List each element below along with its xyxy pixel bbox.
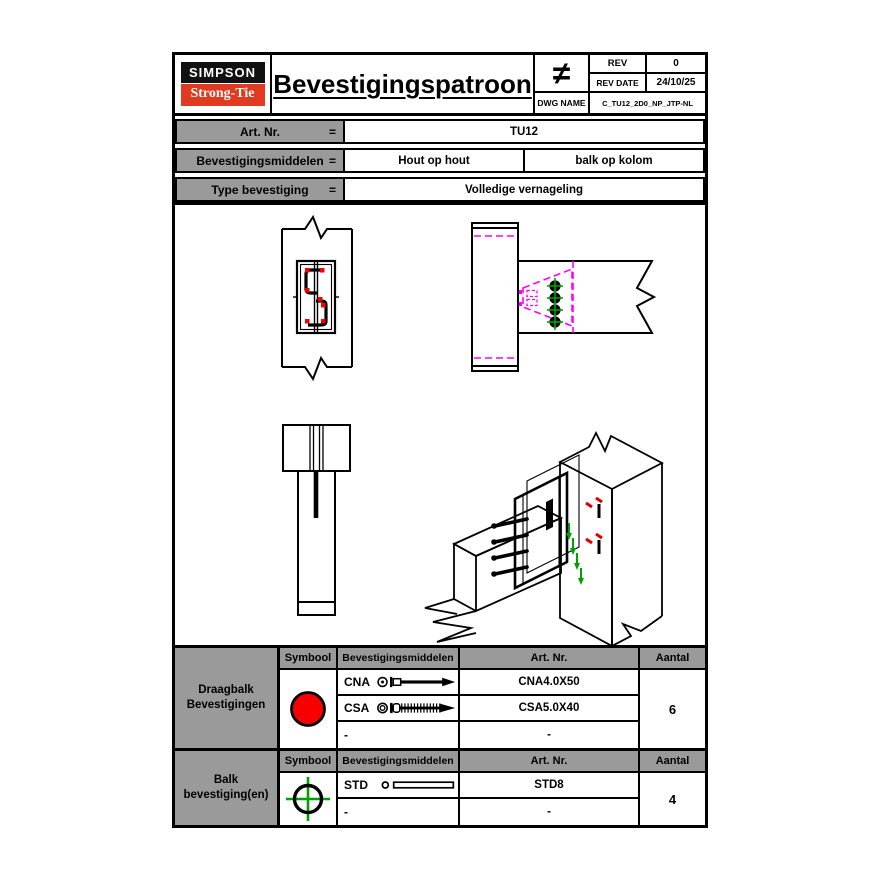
technical-drawing <box>175 205 705 645</box>
crosshair-symbol <box>284 775 332 823</box>
fastener-cell: CSA <box>338 696 460 722</box>
dowel-side-view-icon <box>376 777 458 793</box>
rev-value: 0 <box>647 55 705 74</box>
simpson-strongtie-logo <box>181 62 265 106</box>
rev-date-label: REV DATE <box>590 74 647 93</box>
info-label <box>177 179 345 200</box>
info-value: Volledige vernageling <box>464 183 583 196</box>
info-value: TU12 <box>509 125 539 138</box>
screw-side-view-icon <box>376 700 458 716</box>
fastener-table-balk <box>175 748 705 825</box>
info-label <box>177 150 345 171</box>
group-label: Draagbalk Bevestigingen <box>175 648 280 748</box>
sheet-title <box>272 55 533 113</box>
info-row-art-nr <box>175 119 705 144</box>
side-view-drawing <box>472 223 654 371</box>
drawing-sheet <box>172 52 708 828</box>
info-label-text: Type bevestiging <box>211 182 309 197</box>
title-block <box>175 55 705 116</box>
rev-date-value: 24/10/25 <box>647 74 705 93</box>
art-nr-cell: STD8 <box>460 773 640 799</box>
not-to-scale-icon: ≠ <box>535 55 590 93</box>
quantity-cell: 4 <box>668 791 677 807</box>
quantity-cell: 6 <box>668 701 677 717</box>
symbol-cell <box>280 773 338 825</box>
symbol-cell <box>280 670 338 748</box>
art-nr-cell: - <box>460 799 640 825</box>
info-label-text: Bevestigingsmiddelen <box>196 153 324 168</box>
col-header-art-nr: Art. Nr. <box>460 648 640 670</box>
equals-sign: = <box>328 124 336 139</box>
red-circle-symbol <box>286 687 330 731</box>
col-header-bevestigingsmiddelen: Bevestigingsmiddelen <box>338 648 460 670</box>
info-label-text: Art. Nr. <box>239 124 280 139</box>
equals-sign: = <box>328 153 336 168</box>
col-header-symbool: Symbool <box>280 648 338 670</box>
top-view-drawing <box>283 425 350 615</box>
info-value-left: Hout op hout <box>398 154 470 167</box>
info-row-type-bevestiging <box>175 177 705 202</box>
fastener-table-draagbalk <box>175 645 705 748</box>
col-header-art-nr: Art. Nr. <box>460 751 640 773</box>
fastener-cell: - <box>338 722 460 748</box>
logo-cell <box>175 55 272 113</box>
nail-side-view-icon <box>376 674 458 690</box>
art-nr-cell: CSA5.0X40 <box>460 696 640 722</box>
col-header-aantal: Aantal <box>640 648 705 670</box>
logo-strongtie-text: Strong-Tie <box>181 84 265 106</box>
art-nr-cell: - <box>460 722 640 748</box>
col-header-aantal: Aantal <box>640 751 705 773</box>
art-nr-cell: CNA4.0X50 <box>460 670 640 696</box>
equals-sign: = <box>328 182 336 197</box>
isometric-view-drawing <box>425 433 662 645</box>
logo-simpson-text: SIMPSON <box>181 62 265 83</box>
info-value-right: balk op kolom <box>523 150 703 171</box>
info-row-bevestigingsmiddelen <box>175 148 705 173</box>
col-header-symbool: Symbool <box>280 751 338 773</box>
col-header-bevestigingsmiddelen: Bevestigingsmiddelen <box>338 751 460 773</box>
dwg-name-value: C_TU12_2D0_NP_JTP-NL <box>602 98 693 108</box>
info-label <box>177 121 345 142</box>
revision-block <box>533 55 705 113</box>
dwg-name-label: DWG NAME <box>535 93 590 113</box>
rev-label: REV <box>590 55 647 74</box>
front-view-drawing <box>282 217 352 379</box>
fastener-cell: - <box>338 799 460 825</box>
group-label: Balk bevestiging(en) <box>175 751 280 825</box>
sheet-title-text: Bevestigingspatroon <box>273 68 532 99</box>
dowel-markers <box>547 278 563 330</box>
drawing-area <box>175 202 705 645</box>
fastener-cell: CNA <box>338 670 460 696</box>
fastener-cell: STD <box>338 773 460 799</box>
